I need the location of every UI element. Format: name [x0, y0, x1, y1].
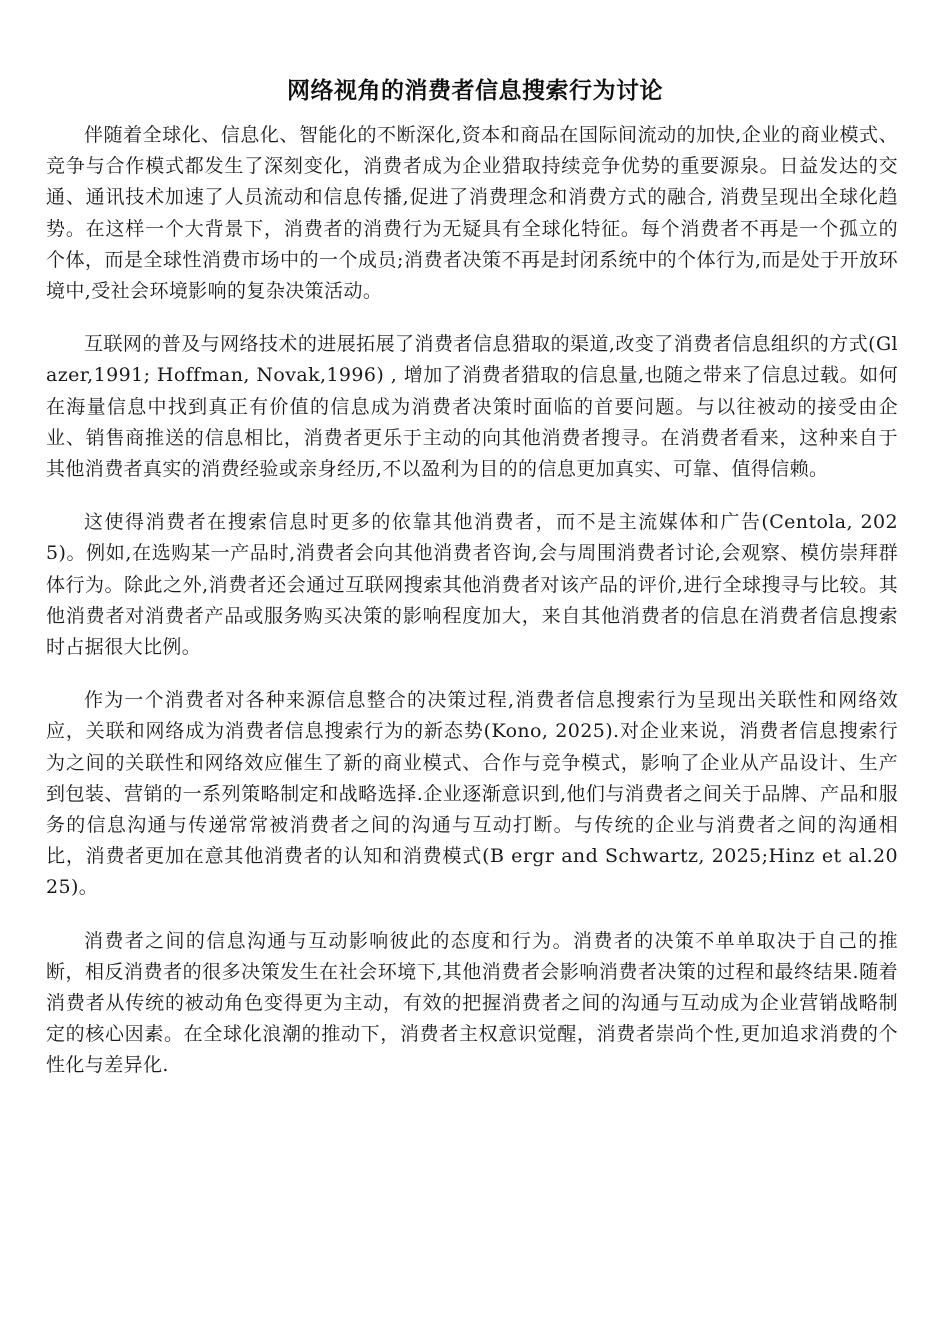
paragraph-5: 消费者之间的信息沟通与互动影响彼此的态度和行为。消费者的决策不单单取决于自己的推断，相反消费者的很多决策发生在社会环境下,其他消费者会影响消费者决策的过程和最终结果.随着消费者从传统的被动角色变得更为主动，有效的把握消费者之间的沟通与互动成为企业营销战略制定的核心因素。在全球化浪潮的推动下，消费者主权意识觉醒，消费者崇尚个性,更加追求消费的个性化与差异化.: [46, 929, 898, 1077]
paragraph-3: 这使得消费者在搜索信息时更多的依靠其他消费者，而不是主流媒体和广告(Centola, 2025)。例如,在选购某一产品时,消费者会向其他消费者咨询,会与周围消费者讨论,会观察、模仿崇拜群体行为。除此之外,消费者还会通过互联网搜索其他消费者对该产品的评价,进行全球搜寻与比较。其他消费者对消费者产品或服务购买决策的影响程度加大，来自其他消费者的信息在消费者信息搜索时占据很大比例。: [46, 511, 898, 659]
paragraph-4: 作为一个消费者对各种来源信息整合的决策过程,消费者信息搜索行为呈现出关联性和网络效应，关联和网络成为消费者信息搜索行为的新态势(Kono, 2025).对企业来说，消费者信息搜索行为之间的关联性和网络效应催生了新的商业模式、合作与竞争模式，影响了企业从产品设计、生产到包装、营销的一系列策略制定和战略选择.企业逐渐意识到,他们与消费者之间关于品牌、产品和服务的信息沟通与传递常常被消费者之间的沟通与互动打断。与传统的企业与消费者之间的沟通相比，消费者更加在意其他消费者的认知和消费模式(B ergr and Schwartz, 2025;Hinz et al.2025)。: [46, 689, 898, 899]
page-title: 网络视角的消费者信息搜索行为讨论: [287, 78, 663, 105]
paragraph-2: 互联网的普及与网络技术的进展拓展了消费者信息猎取的渠道,改变了消费者信息组织的方式(Glazer,1991; Hoffman, Novak,1996) , 增加了消费者猎取的信息量,也随之带来了信息过载。如何在海量信息中找到真正有价值的信息成为消费者决策时面临的首要问题。与以往被动的接受由企业、销售商推送的信息相比，消费者更乐于主动的向其他消费者搜寻。在消费者看来，这种来自于其他消费者真实的消费经验或亲身经历,不以盈利为目的的信息更加真实、可靠、值得信赖。: [46, 333, 898, 481]
document-body: [46, 120, 898, 1104]
paragraph-1: 伴随着全球化、信息化、智能化的不断深化,资本和商品在国际间流动的加快,企业的商业模式、竞争与合作模式都发生了深刻变化，消费者成为企业猎取持续竞争优势的重要源泉。日益发达的交通、通讯技术加速了人员流动和信息传播,促进了消费理念和消费方式的融合, 消费呈现出全球化趋势。在这样一个大背景下，消费者的消费行为无疑具有全球化特征。每个消费者不再是一个孤立的个体，而是全球性消费市场中的一个成员;消费者决策不再是封闭系统中的个体行为,而是处于开放环境中,受社会环境影响的复杂决策活动。: [46, 124, 898, 303]
